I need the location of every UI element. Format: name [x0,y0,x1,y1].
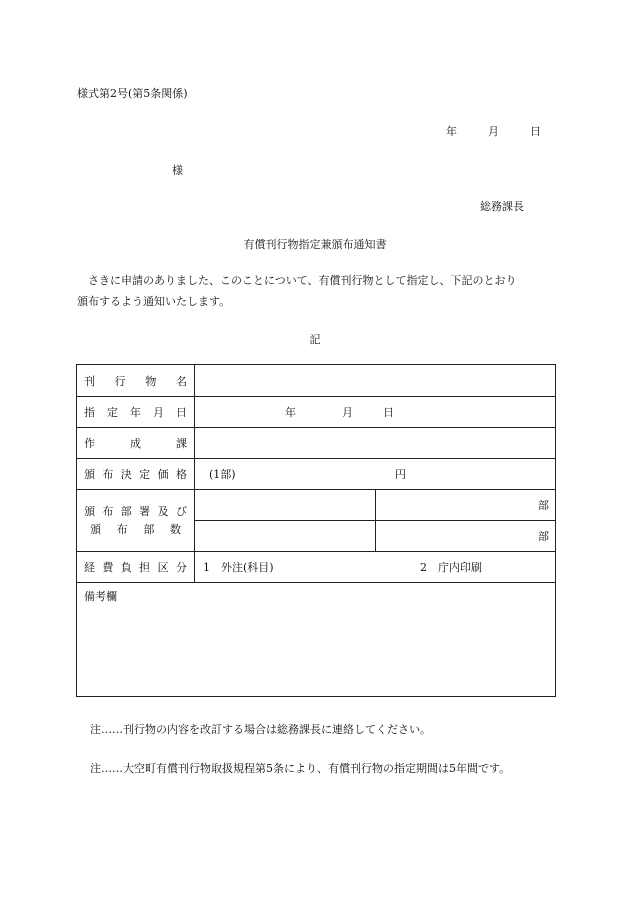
expense-option-inhouse[interactable]: 2 庁内印刷 [420,560,482,574]
designation-date-field[interactable] [195,396,555,427]
price-per-copy-label: (1部) [209,467,236,481]
form-table [76,364,556,697]
label-publication-name: 刊 行 物 名 [84,374,187,388]
body-text [77,270,557,312]
distribution-price-field[interactable] [195,458,555,489]
yen-label: 円 [395,467,406,481]
month-label: 月 [488,125,499,138]
issuer: 総務課長 [480,200,524,213]
body-line-2: 頒布するよう通知いたします。 [77,295,231,308]
designation-month: 月 [342,405,353,419]
copies-unit-2: 部 [538,529,549,543]
distribution-dept-2-field[interactable] [195,520,375,551]
day-label: 日 [530,125,541,138]
label-expense-category: 経 費 負 担 区 分 [84,560,187,574]
addressee: 様 [172,164,183,177]
form-number: 様式第2号(第5条関係) [77,87,188,100]
publication-name-field[interactable] [195,365,555,396]
year-label: 年 [446,125,457,138]
label-distribution-price: 頒 布 決 定 価 格 [84,467,187,481]
distribution-dept-1-field[interactable] [195,489,375,520]
creating-section-field[interactable] [195,427,555,458]
remarks-field[interactable] [77,583,555,696]
label-creating-section: 作 成 課 [84,436,187,450]
note-designation-period: 注……大空町有償刊行物取扱規程第5条により、有償刊行物の指定期間は5年間です。 [90,762,511,775]
ki-heading: 記 [309,333,321,346]
distribution-count-1-field[interactable] [376,489,555,520]
note-revision: 注……刊行物の内容を改訂する場合は総務課長に連絡してください。 [90,723,431,736]
issue-date [446,123,541,139]
designation-year: 年 [285,405,296,419]
document-title: 有償刊行物指定兼頒布通知書 [243,238,387,251]
expense-option-outsource[interactable]: 1 外注(科目) [203,560,274,574]
label-dist-line-1: 頒 布 部 署 及 び [84,505,187,518]
designation-day: 日 [383,405,394,419]
remarks-label: 備考欄 [84,590,117,603]
label-distribution-dept [77,489,194,551]
expense-category-field[interactable] [195,551,555,582]
label-dist-line-2: 頒 布 部 数 [90,523,181,536]
label-designation-date: 指 定 年 月 日 [84,405,187,419]
copies-unit-1: 部 [538,498,549,512]
body-line-1: さきに申請のありました、このことについて、有償刊行物として指定し、下記のとおり [88,274,517,287]
distribution-count-2-field[interactable] [376,520,555,551]
